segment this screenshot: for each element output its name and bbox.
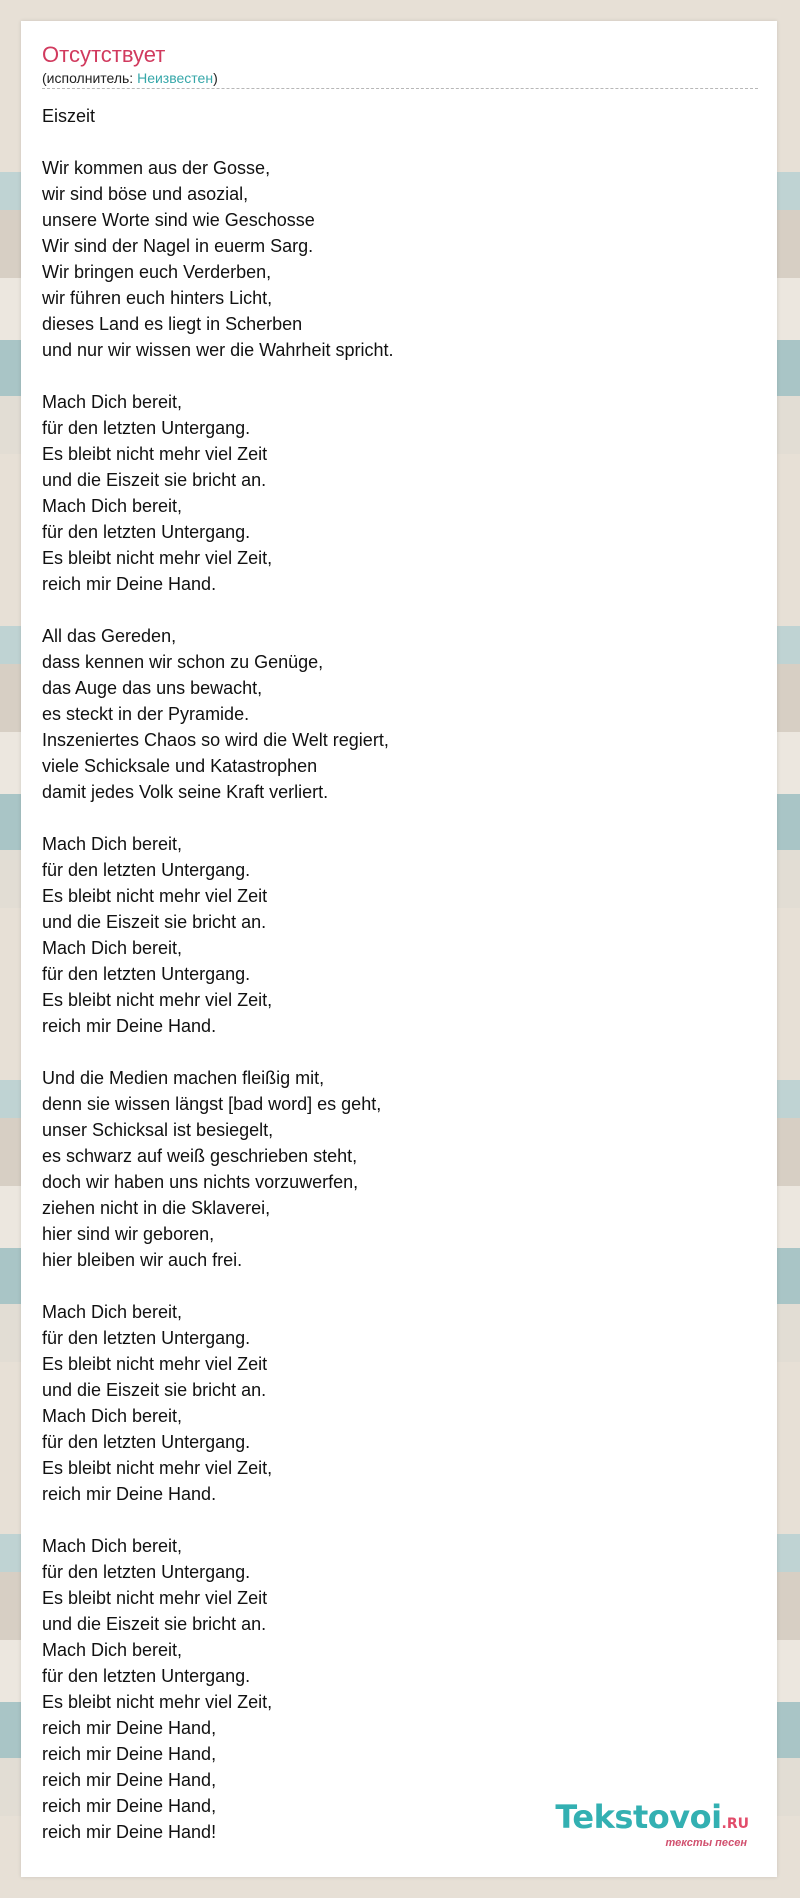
lyric-line: es schwarz auf weiß geschrieben steht, (42, 1146, 358, 1166)
lyric-line: Es bleibt nicht mehr viel Zeit, (42, 990, 273, 1010)
lyric-line: unsere Worte sind wie Geschosse (42, 210, 315, 230)
lyric-line: Mach Dich bereit, (42, 392, 183, 412)
lyric-line: für den letzten Untergang. (42, 1432, 251, 1452)
lyric-line: Eiszeit (42, 106, 96, 126)
lyric-line: Mach Dich bereit, (42, 1640, 183, 1660)
lyric-line: unser Schicksal ist besiegelt, (42, 1120, 274, 1140)
lyric-line: Wir kommen aus der Gosse, (42, 158, 271, 178)
stanza-break (42, 1507, 758, 1533)
lyric-line: wir sind böse und asozial, (42, 184, 249, 204)
lyric-line: Mach Dich bereit, (42, 1302, 183, 1322)
performer-label: исполнитель: (46, 70, 138, 86)
lyric-line: reich mir Deine Hand, (42, 1770, 217, 1790)
lyric-line: Mach Dich bereit, (42, 496, 183, 516)
logo-tagline: тексты песен (665, 1837, 747, 1849)
lyric-line: doch wir haben uns nichts vorzuwerfen, (42, 1172, 359, 1192)
lyric-line: Es bleibt nicht mehr viel Zeit, (42, 1458, 273, 1478)
lyric-line: ziehen nicht in die Sklaverei, (42, 1198, 271, 1218)
artist-link[interactable]: Неизвестен (137, 70, 214, 86)
stanza-break (42, 363, 758, 389)
lyric-line: viele Schicksale und Katastrophen (42, 756, 318, 776)
lyric-line: und die Eiszeit sie bricht an. (42, 1380, 267, 1400)
lyric-line: und die Eiszeit sie bricht an. (42, 470, 267, 490)
lyric-line: für den letzten Untergang. (42, 1328, 251, 1348)
lyric-line: für den letzten Untergang. (42, 1666, 251, 1686)
stanza-break (42, 129, 758, 155)
lyric-line: reich mir Deine Hand. (42, 574, 217, 594)
lyric-line: Wir bringen euch Verderben, (42, 262, 272, 282)
lyric-line: denn sie wissen längst [bad word] es geht, (42, 1094, 382, 1114)
lyric-line: Mach Dich bereit, (42, 1406, 183, 1426)
lyric-line: Wir sind der Nagel in euerm Sarg. (42, 236, 314, 256)
lyric-line: Inszeniertes Chaos so wird die Welt regiert, (42, 730, 389, 750)
lyric-line: Und die Medien machen fleißig mit, (42, 1068, 325, 1088)
lyric-line: es steckt in der Pyramide. (42, 704, 250, 724)
lyric-line: und nur wir wissen wer die Wahrheit spricht. (42, 340, 394, 360)
lyric-line: für den letzten Untergang. (42, 964, 251, 984)
stanza-break (42, 1039, 758, 1065)
lyric-line: wir führen euch hinters Licht, (42, 288, 273, 308)
lyric-line: und die Eiszeit sie bricht an. (42, 912, 267, 932)
lyric-line: hier sind wir geboren, (42, 1224, 215, 1244)
logo-name: Tekstovoi (555, 1798, 722, 1836)
lyric-line: reich mir Deine Hand. (42, 1484, 217, 1504)
lyrics-card (21, 21, 777, 1877)
lyric-line: hier bleiben wir auch frei. (42, 1250, 243, 1270)
stanza-break (42, 805, 758, 831)
stanza-break (42, 597, 758, 623)
lyric-line: für den letzten Untergang. (42, 860, 251, 880)
lyric-line: Es bleibt nicht mehr viel Zeit, (42, 1692, 273, 1712)
lyric-line: Mach Dich bereit, (42, 1536, 183, 1556)
site-logo[interactable] (555, 1800, 749, 1849)
song-header (42, 41, 758, 89)
performer-line: (исполнитель: Неизвестен) (42, 70, 218, 86)
lyric-line: damit jedes Volk seine Kraft verliert. (42, 782, 329, 802)
lyric-line: Es bleibt nicht mehr viel Zeit, (42, 548, 273, 568)
lyric-line: All das Gereden, (42, 626, 177, 646)
lyric-line: das Auge das uns bewacht, (42, 678, 263, 698)
lyric-line: dass kennen wir schon zu Genüge, (42, 652, 324, 672)
lyric-line: Es bleibt nicht mehr viel Zeit (42, 1354, 268, 1374)
lyric-line: für den letzten Untergang. (42, 522, 251, 542)
lyric-line: und die Eiszeit sie bricht an. (42, 1614, 267, 1634)
lyric-line: Es bleibt nicht mehr viel Zeit (42, 1588, 268, 1608)
lyric-line: für den letzten Untergang. (42, 1562, 251, 1582)
lyric-line: reich mir Deine Hand. (42, 1016, 217, 1036)
lyric-line: Es bleibt nicht mehr viel Zeit (42, 886, 268, 906)
song-title: Отсутствует (42, 42, 166, 67)
lyric-line: Mach Dich bereit, (42, 938, 183, 958)
logo-wordmark (555, 1800, 749, 1841)
lyric-line: Es bleibt nicht mehr viel Zeit (42, 444, 268, 464)
lyrics-text (42, 103, 758, 1845)
lyric-line: reich mir Deine Hand! (42, 1822, 217, 1842)
logo-tld: .RU (721, 1816, 749, 1832)
lyric-line: dieses Land es liegt in Scherben (42, 314, 303, 334)
stanza-break (42, 1273, 758, 1299)
lyric-line: reich mir Deine Hand, (42, 1744, 217, 1764)
lyric-line: reich mir Deine Hand, (42, 1796, 217, 1816)
lyric-line: für den letzten Untergang. (42, 418, 251, 438)
lyric-line: reich mir Deine Hand, (42, 1718, 217, 1738)
lyric-line: Mach Dich bereit, (42, 834, 183, 854)
